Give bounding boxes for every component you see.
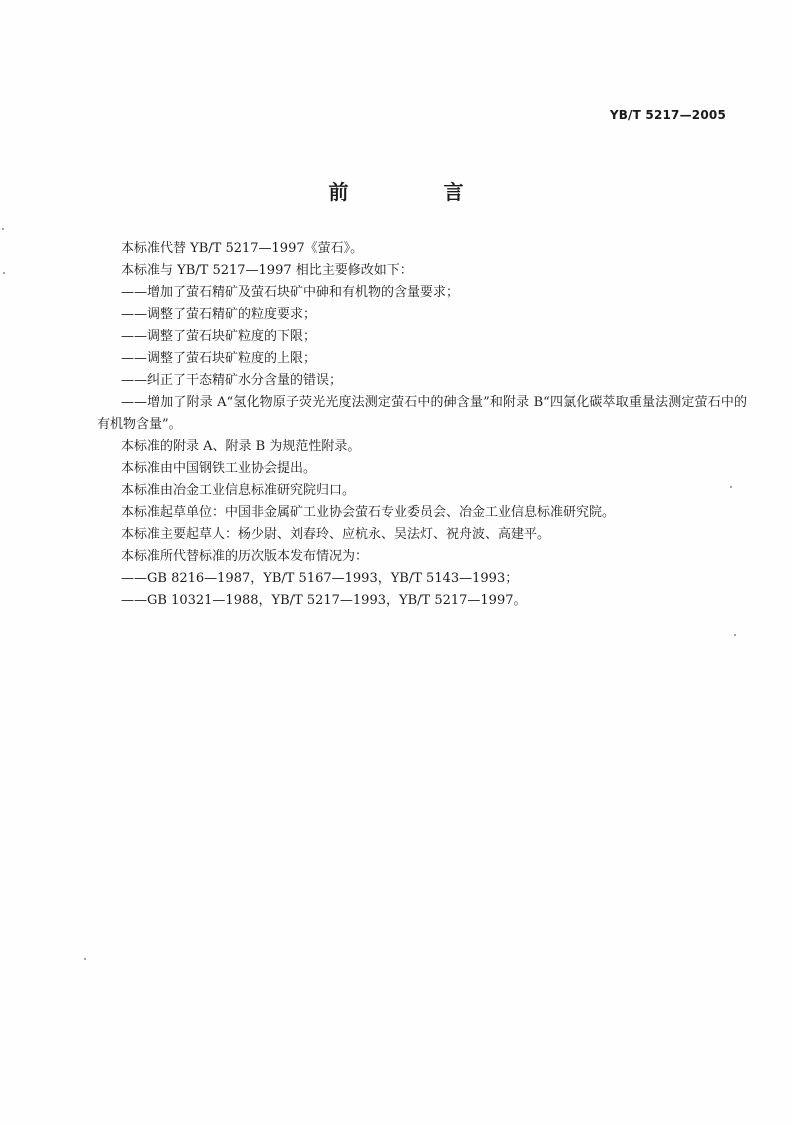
scan-speck — [84, 958, 86, 960]
paragraph-appendix: 本标准的附录 A、附录 B 为规范性附录。 — [121, 439, 361, 454]
change-item: ——增加了附录 A“氢化物原子荧光光度法测定萤石中的砷含量”和附录 B“四氯化碳萃取重量法测定萤石中的有机物含量”。 — [97, 395, 747, 432]
change-item: ——调整了萤石块矿粒度的下限； — [121, 329, 317, 344]
paragraph-replaces: 本标准代替 YB/T 5217—1997《萤石》。 — [121, 241, 364, 256]
history-item: ——GB 8216—1987，YB/T 5167—1993，YB/T 5143—1993； — [121, 571, 519, 586]
paragraph-proposer: 本标准由中国钢铁工业协会提出。 — [121, 461, 317, 476]
document-code: YB/T 5217—2005 — [609, 108, 726, 122]
history-item: ——GB 10321—1988，YB/T 5217—1993，YB/T 5217—1997。 — [121, 593, 527, 608]
change-item: ——增加了萤石精矿及萤石块矿中砷和有机物的含量要求； — [121, 285, 460, 300]
change-item: ——调整了萤石精矿的粒度要求； — [121, 307, 317, 322]
scan-speck — [3, 272, 5, 274]
change-item: ——调整了萤石块矿粒度的上限； — [121, 351, 317, 366]
paragraph-drafting-units: 本标准起草单位：中国非金属矿工业协会萤石专业委员会、冶金工业信息标准研究院。 — [121, 505, 616, 520]
paragraph-changes-intro: 本标准与 YB/T 5217—1997 相比主要修改如下： — [121, 263, 413, 278]
change-item: ——纠正了干态精矿水分含量的错误； — [121, 373, 343, 388]
scan-speck — [2, 228, 4, 230]
scan-speck — [730, 486, 732, 488]
paragraph-history-intro: 本标准所代替标准的历次版本发布情况为： — [121, 549, 369, 564]
page-title: 前 言 — [328, 180, 508, 204]
paragraph-centralized: 本标准由冶金工业信息标准研究院归口。 — [121, 483, 356, 498]
body-text — [97, 238, 747, 612]
paragraph-drafters: 本标准主要起草人：杨少尉、刘春玲、应杭永、吴法灯、祝舟波、高建平。 — [121, 527, 551, 542]
scan-speck — [734, 634, 736, 636]
